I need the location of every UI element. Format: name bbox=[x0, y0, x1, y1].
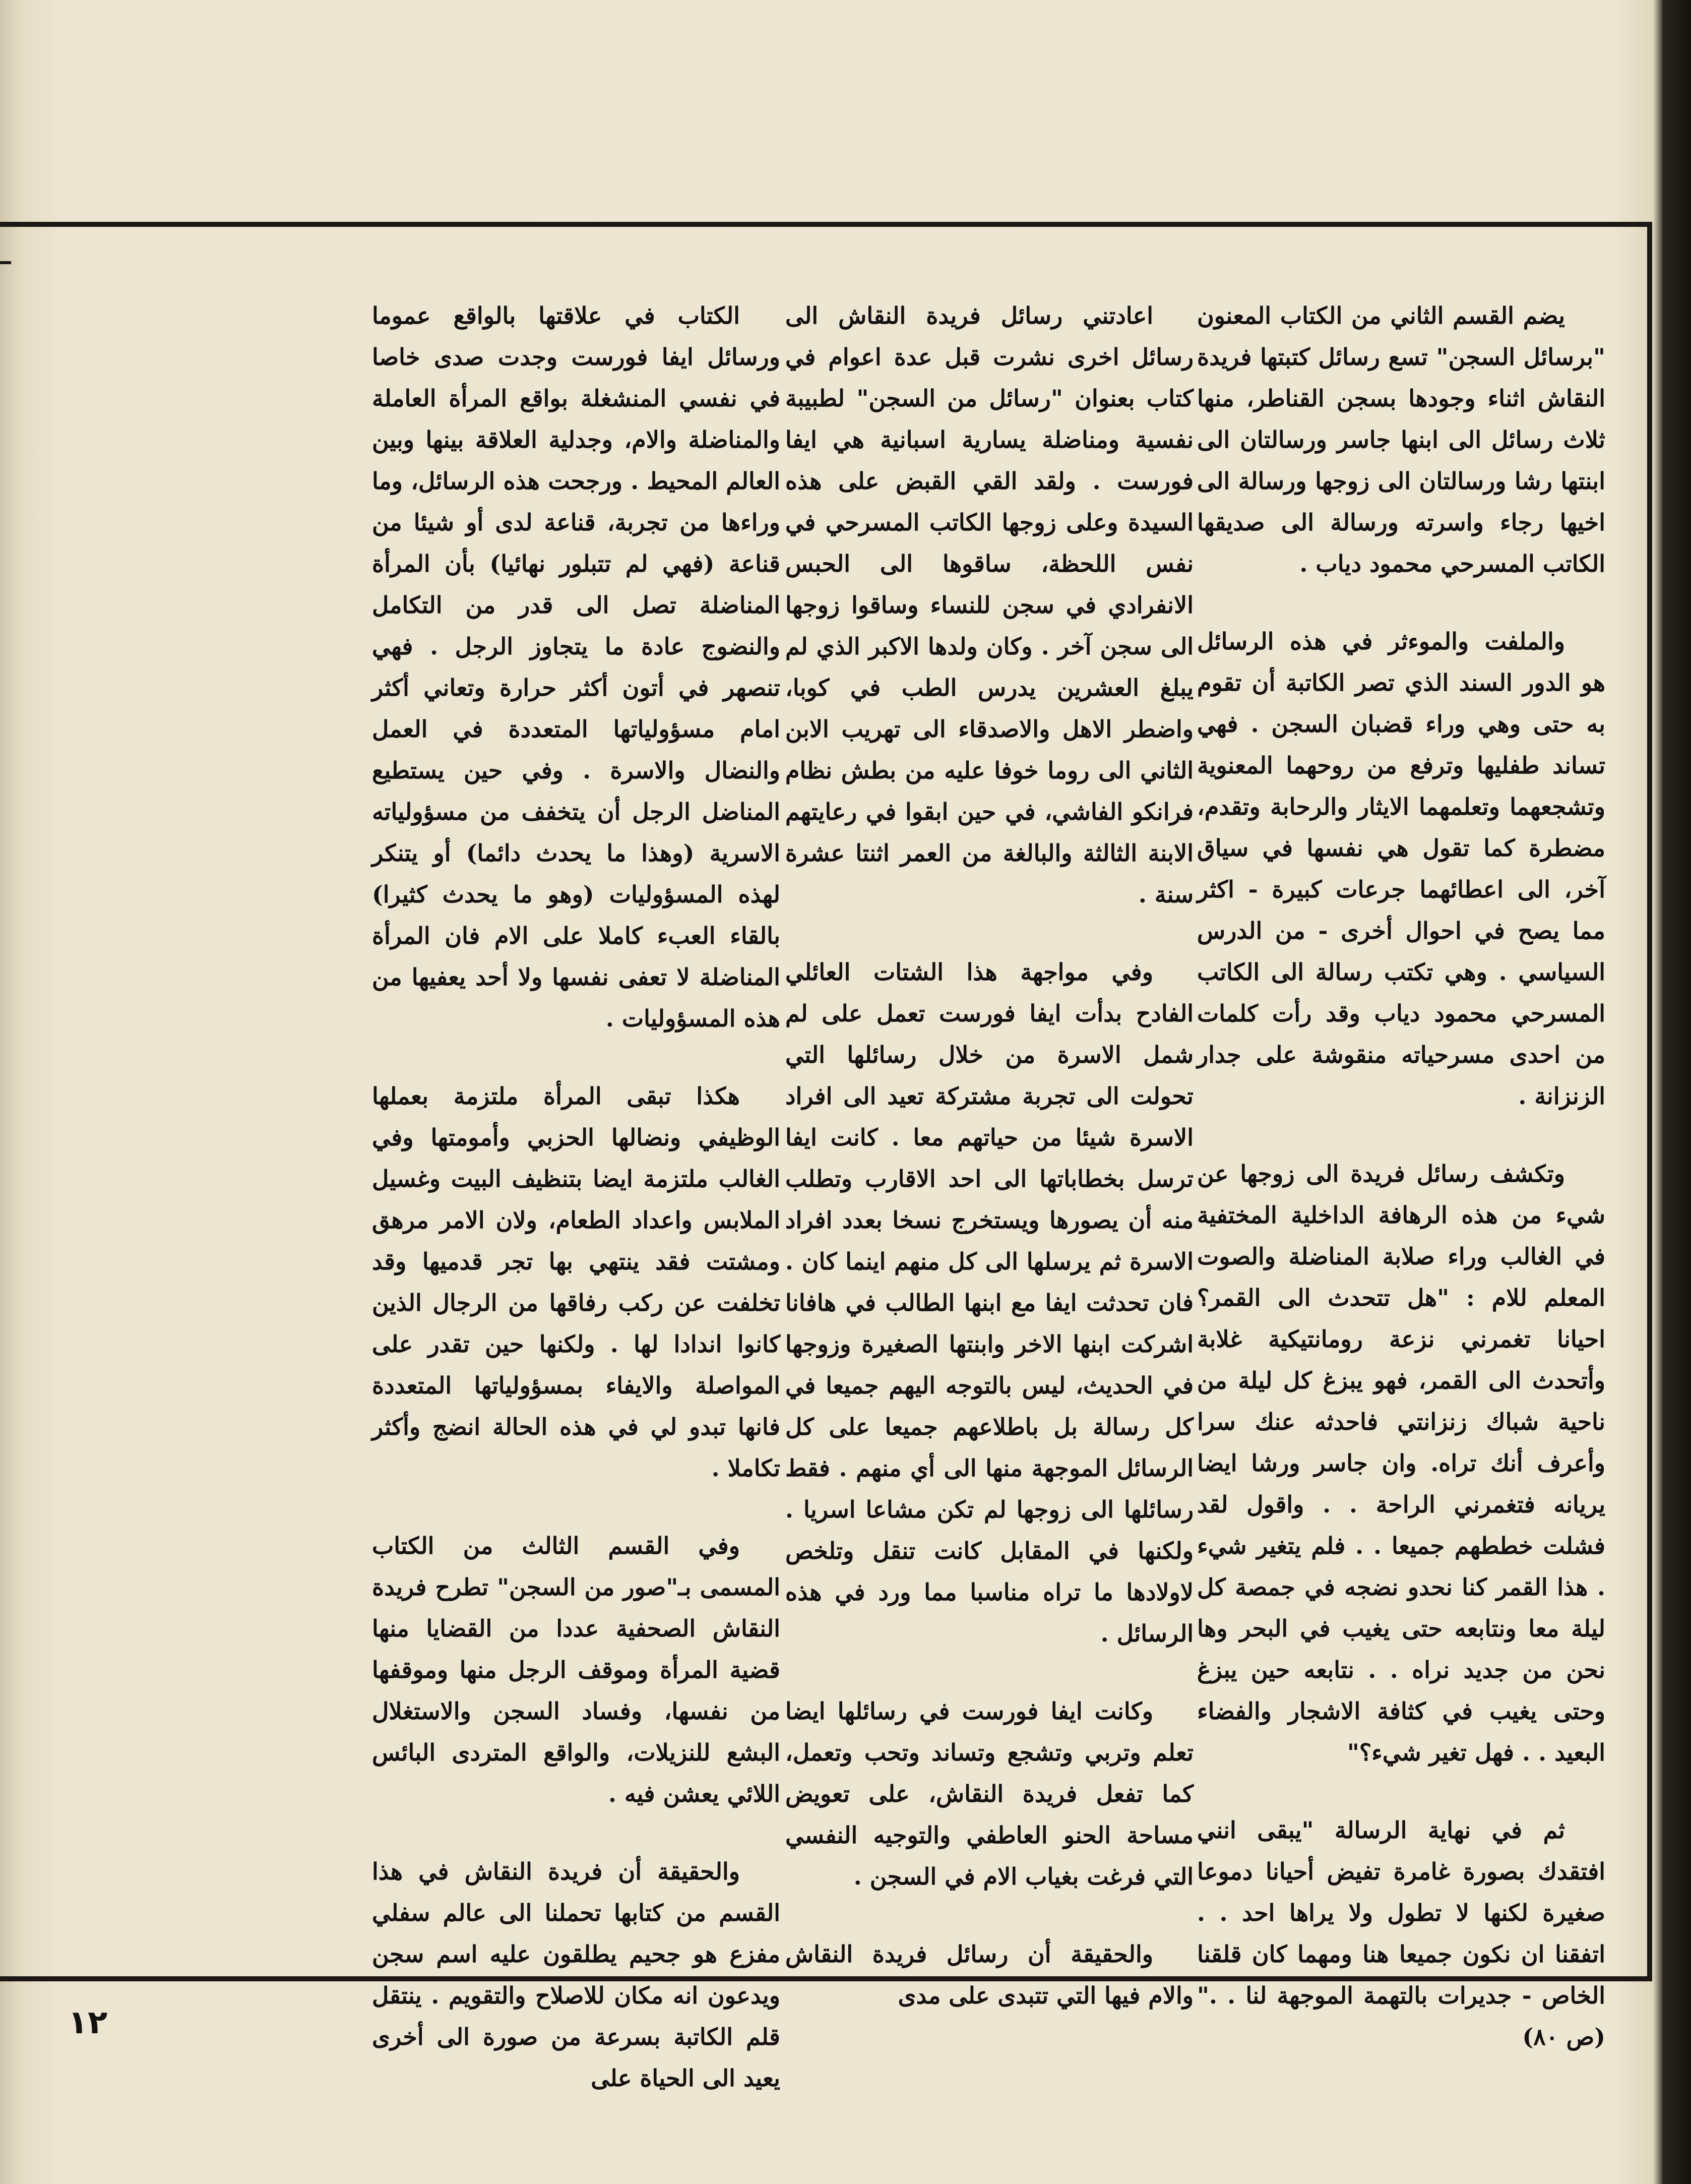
article-column-1 bbox=[1197, 295, 1605, 2094]
page-number: ١٢ bbox=[68, 2004, 108, 2041]
frame-top-rule bbox=[0, 222, 1652, 227]
paragraph: يضم القسم الثاني من الكتاب المعنون "برسائل السجن" تسع رسائل كتبتها فريدة النقاش اثناء وجودها بسجن القناطر، منها ثلاث رسائل الى ابنها جاسر ورسالتان الى ابنتها رشا ورسالتان الى زوجها ورسالة الى اخيها رجاء واسرته ورسالة الى صديقها الكاتب المسرحي محمود دياب . bbox=[1197, 302, 1605, 577]
article-column-3 bbox=[372, 295, 780, 2135]
paragraph: الكتاب في علاقتها بالواقع عموما ورسائل ايفا فورست وجدت صدى خاصا في نفسي المنشغلة بواقع المرأة العاملة والمناضلة والام، وجدلية العلاقة بينها وبين العالم المحيط . ورجحت هذه الرسائل، وما وراءها من تجربة، قناعة لدى أو شيئا من قناعة (فهي لم تتبلور نهائيا) بأن المرأة المناضلة تصل الى قدر من التكامل والنضوج عادة ما يتجاوز الرجل . فهي تنصهر في أتون أكثر حرارة وتعاني أكثر امام مسؤولياتها المتعددة في العمل والنضال والاسرة . وفي حين يستطيع المناضل الرجل أن يتخفف من مسؤولياته الاسرية (وهذا ما يحدث دائما) أو يتنكر لهذه المسؤوليات (وهو ما يحدث كثيرا) بالقاء العبء كاملا على الام فان المرأة المناضلة لا تعفى نفسها ولا أحد يعفيها من هذه المسؤوليات . bbox=[372, 302, 780, 1032]
page-edge-shadow bbox=[1662, 0, 1691, 2184]
article-column-2 bbox=[785, 295, 1194, 2052]
paragraph: وكانت ايفا فورست في رسائلها ايضا تعلم وتربي وتشجع وتساند وتحب وتعمل، كما تفعل فريدة النقاش، على تعويض مساحة الحنو العاطفي والتوجيه النفسي التي فرغت بغياب الام في السجن . bbox=[785, 1697, 1194, 1890]
paragraph: وتكشف رسائل فريدة الى زوجها عن شيء من هذه الرهافة الداخلية المختفية في الغالب وراء صلابة المناضلة والصوت المعلم للام : "هل تتحدث الى القمر؟ احيانا تغمرني نزعة رومانتيكية غلابة وأتحدث الى القمر، فهو يبزغ كل ليلة من ناحية شباك زنزانتي فاحدثه عنك سرا وأعرف أنك تراه. وان جاسر ورشا ايضا يريانه فتغمرني الراحة . . واقول لقد فشلت خططهم جميعا . . فلم يتغير شيء . هذا القمر كنا نحدو نضجه في جمصة كل ليلة معا ونتابعه حتى يغيب في البحر وها نحن من جديد نراه . . نتابعه حين يبزغ وحتى يغيب في كثافة الاشجار والفضاء البعيد . . فهل تغير شيء؟" bbox=[1197, 1160, 1605, 1766]
paragraph: وفي القسم الثالث من الكتاب المسمى بـ"صور من السجن" تطرح فريدة النقاش الصحفية عددا من القضايا منها قضية المرأة وموقف الرجل منها وموقفها من نفسها، وفساد السجن والاستغلال البشع للنزيلات، والواقع المتردى البائس اللائي يعشن فيه . bbox=[372, 1532, 780, 1807]
paragraph: والحقيقة أن فريدة النقاش في هذا القسم من كتابها تحملنا الى عالم سفلي مفزع هو جحيم يطلقون عليه اسم سجن ويدعون انه مكان للاصلاح والتقويم . ينتقل قلم الكاتبة بسرعة من صورة الى أخرى يعيد الى الحياة على bbox=[372, 1858, 780, 2092]
frame-right-rule bbox=[1647, 222, 1652, 1981]
paragraph: وفي مواجهة هذا الشتات العائلي الفادح بدأت ايفا فورست تعمل على لم شمل الاسرة من خلال رسائلها التي تحولت الى تجربة مشتركة تعيد الى افراد الاسرة شيئا من حياتهم معا . كانت ايفا ترسل بخطاباتها الى احد الاقارب وتطلب منه أن يصورها ويستخرج نسخا بعدد افراد الاسرة ثم يرسلها الى كل منهم اينما كان . فان تحدثت ايفا مع ابنها الطالب في هافانا اشركت ابنها الاخر وابنتها الصغيرة وزوجها في الحديث، ليس بالتوجه اليهم جميعا في كل رسالة بل باطلاعهم جميعا على كل الرسائل الموجهة منها الى أي منهم . فقط رسائلها الى زوجها لم تكن مشاعا اسريا . ولكنها في المقابل كانت تنقل وتلخص لاولادها ما تراه مناسبا مما ورد في هذه الرسائل . bbox=[785, 958, 1194, 1647]
paragraph: ثم في نهاية الرسالة "يبقى انني افتقدك بصورة غامرة تفيض أحيانا دموعا صغيرة لكنها لا تطول ولا يراها احد . . اتفقنا ان نكون جميعا هنا ومهما كان قلقنا الخاص - جديرات بالتهمة الموجهة لنا . ." (ص ٨٠) bbox=[1197, 1816, 1605, 2050]
frame-tick-mark bbox=[0, 261, 11, 264]
paragraph: اعادتني رسائل فريدة النقاش الى رسائل اخرى نشرت قبل عدة اعوام في كتاب بعنوان "رسائل من السجن" لطبيبة نفسية ومناضلة يسارية اسبانية هي ايفا فورست . ولقد القي القبض على هذه السيدة وعلى زوجها الكاتب المسرحي في نفس اللحظة، ساقوها الى الحبس الانفرادي في سجن للنساء وساقوا زوجها الى سجن آخر . وكان ولدها الاكبر الذي لم يبلغ العشرين يدرس الطب في كوبا، واضطر الاهل والاصدقاء الى تهريب الابن الثاني الى روما خوفا عليه من بطش نظام فرانكو الفاشي، في حين ابقوا في رعايتهم الابنة الثالثة والبالغة من العمر اثنتا عشرة سنة . bbox=[785, 302, 1194, 908]
paragraph: والملفت والموءثر في هذه الرسائل هو الدور السند الذي تصر الكاتبة أن تقوم به حتى وهي وراء قضبان السجن . فهي تساند طفليها وترفع من روحهما المعنوية وتشجعهما وتعلمهما الايثار والرحابة وتقدم، مضطرة كما تقول هي نفسها في سياق آخر، الى اعطائهما جرعات كبيرة - اكثر مما يصح في احوال أخرى - من الدرس السياسي . وهي تكتب رسالة الى الكاتب المسرحي محمود دياب وقد رأت كلمات من احدى مسرحياته منقوشة على جدار الزنزانة . bbox=[1197, 628, 1605, 1110]
paragraph: هكذا تبقى المرأة ملتزمة بعملها الوظيفي ونضالها الحزبي وأمومتها وفي الغالب ملتزمة ايضا بتنظيف البيت وغسيل الملابس واعداد الطعام، ولان الامر مرهق ومشتت فقد ينتهي بها تجر قدميها وقد تخلفت عن ركب رفاقها من الرجال الذين كانوا اندادا لها . ولكنها حين تقدر على المواصلة والايفاء بمسؤولياتها المتعددة فانها تبدو لي في هذه الحالة انضج وأكثر تكاملا . bbox=[372, 1082, 780, 1482]
paragraph: والحقيقة أن رسائل فريدة النقاش والام فيها التي تتبدى على مدى bbox=[785, 1940, 1194, 2009]
